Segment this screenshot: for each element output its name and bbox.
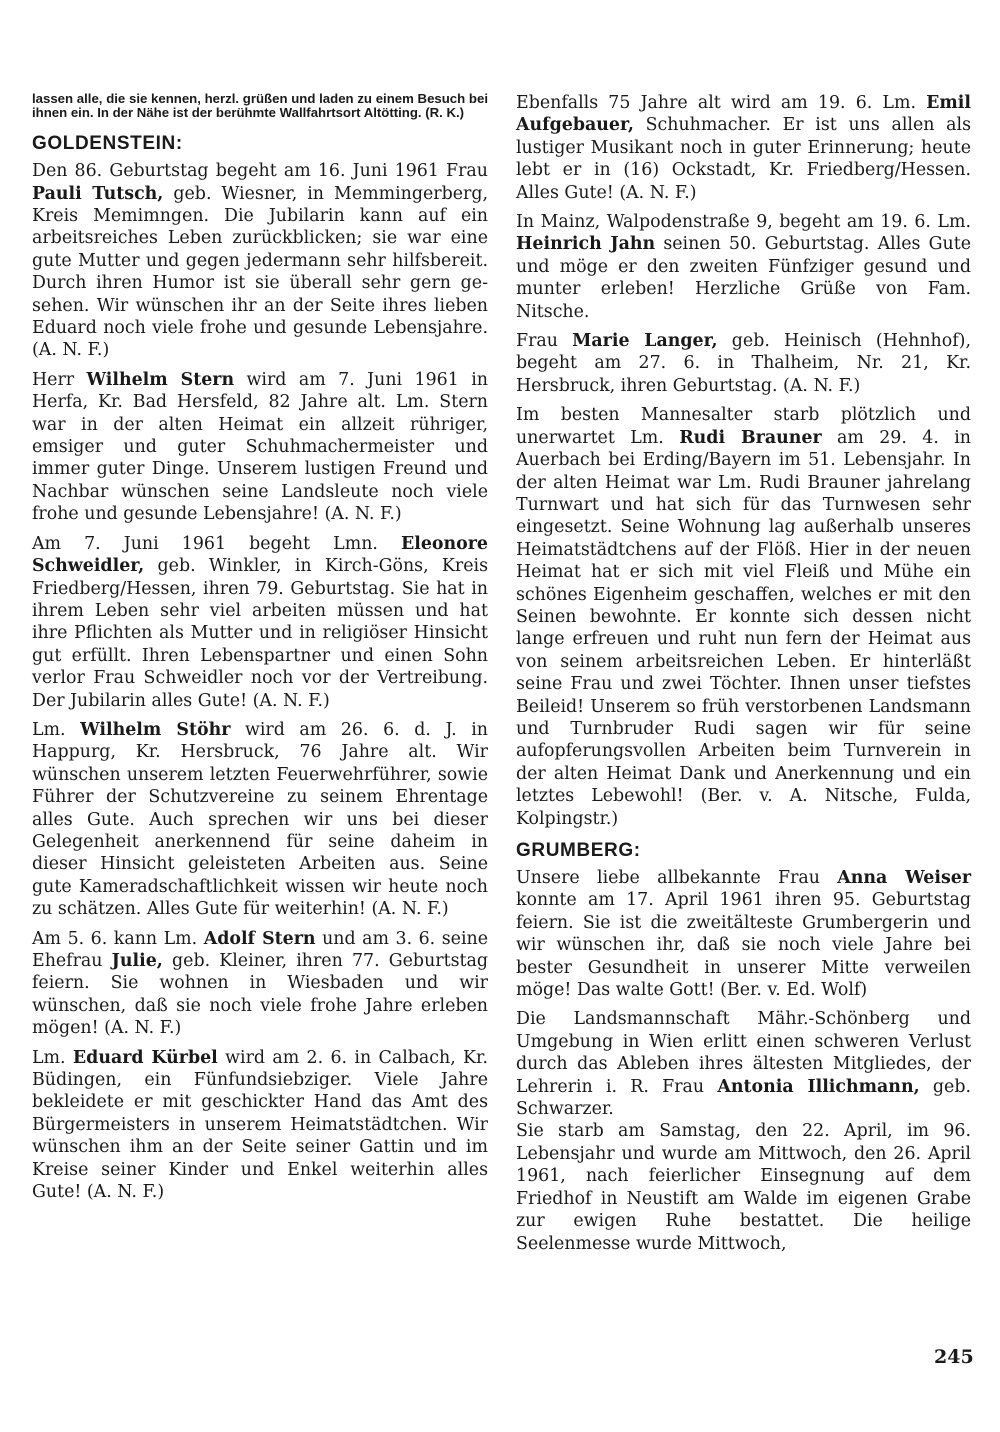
paragraph-aufgebauer bbox=[516, 92, 971, 204]
right-column bbox=[516, 92, 971, 1262]
text: Am 5. 6. kann Lm. bbox=[32, 928, 204, 949]
paragraph-schweidler bbox=[32, 533, 488, 712]
text: am 29. 4. in Auerbach bei Erding/Bayern im 51. Lebensjahr. In der alten Heimat war Lm. Rudi Brauner jahrelang Turnwart und hat sich für das Turnwesen sehr eingesetzt. Seine Wohnung lag außerhalb unseres Heimatstädtchens auf der Flöß. Hier in der neuen Heimat hat er sich mit viel Fleiß und Mühe ein schönes Eigenheim geschaffen, welches er mit den Seinen bewohnte. Er konnte sich dessen nicht lange erfreuen und ruht nun fern der Heimat aus von seinem arbeitsreichen Leben. Er hinterläßt seine Frau und zwei Töchter. Ihnen unser tiefstes Beileid! Unserem so früh verstorbenen Landsmann und Turnbruder Rudi sagen wir für seine aufopferungsvollen Arbeiten beim Turnverein in der alten Heimat Dank und Anerkennung und ein letztes Lebewohl! (Ber. v. A. Nitsche, Fulda, Kolpingstr.) bbox=[516, 427, 972, 829]
text: wird am 26. 6. d. J. in Happurg, Kr. Hersbruck, 76 Jahre alt. Wir wünschen unserem letzten Feuerwehrführer, sowie Führer der Schutzvereine zu seinem Ehrentage alles Gute. Auch sprechen wir uns bei dieser Gelegenheit anerkennend für seine daheim in dieser Hinsicht geleisteten Arbeiten aus. Seine gute Kameradschaftlichkeit wissen wir heute noch zu schätzen. Alles Gute für weiterhin! (A. N. F.) bbox=[32, 719, 488, 920]
paragraph-brauner bbox=[516, 404, 971, 830]
text: seinen 50. Geburtstag. Alles Gute und möge er den zweiten Fünfziger gesund und munter erleben! Herzliche Grüße von Fam. Nitsche. bbox=[516, 234, 971, 322]
person-name: Heinrich Jahn bbox=[516, 234, 656, 255]
person-name: Emil Aufgebauer, bbox=[516, 93, 971, 136]
text: geb. Wiesner, in Memmingerberg, Kreis Memimngen. Die Jubilarin kann auf ein arbeitsreiches Leben zurückblicken; sie war eine gute Mutter und gegen jedermann sehr hilfsbereit. Durch ihren Humor ist sie überall sehr gern gesehen. Wir wünschen ihr an der Seite ihres lieben Eduard noch viele frohe und gesunde Lebensjahre. (A. N. F.) bbox=[32, 183, 488, 361]
paragraph-stoehr bbox=[32, 719, 488, 921]
text: Herr bbox=[32, 369, 87, 390]
text: und am 3. 6. seine Ehefrau bbox=[32, 928, 488, 971]
person-name: Wilhelm Stöhr bbox=[80, 719, 231, 740]
heading-grumberg: GRUMBERG: bbox=[516, 840, 641, 861]
text: Am 7. Juni 1961 begeht Lmn. bbox=[32, 533, 401, 554]
text: Unsere liebe allbekannte Frau bbox=[516, 868, 838, 888]
person-name: Eleonore Schweidler, bbox=[32, 533, 488, 577]
person-name: Pauli Tutsch, bbox=[32, 183, 164, 204]
text: Lm. bbox=[32, 1047, 73, 1068]
paragraph-jahn bbox=[516, 211, 971, 323]
paragraph-adolf-stern bbox=[32, 928, 488, 1040]
text: geb. Winkler, in Kirch-Göns, Kreis Friedberg/Hessen, ihren 79. Geburtstag. Sie hat in ihrem Leben sehr viel arbeiten müssen und hat ihre Pflichten als Mutter und in religiöser Hinsicht gut erfüllt. Ihren Lebenspartner und einen Sohn verlor Frau Schweidler noch vor der Vertreibung. Der Jubilarin alles Gute! (A. N. F.) bbox=[32, 556, 488, 711]
intro-text: lassen alle, die sie kennen, herzl. grüßen und laden zu einem Besuch bei ihnen ein. In der Nähe ist der berühmte Wallfahrtsort Altötting. (R. K.) bbox=[32, 91, 488, 120]
paragraph-wilhelm-stern bbox=[32, 369, 488, 526]
person-name: Rudi Brauner bbox=[679, 427, 822, 448]
page-number: 245 bbox=[934, 1346, 974, 1368]
left-column bbox=[32, 92, 488, 1210]
person-name: Anna Weiser bbox=[837, 868, 971, 888]
paragraph-burial: Sie starb am Samstag, den 22. April, im 96. Lebensjahr und wurde am Mittwoch, den 26. April 1961, nach feierlicher Einsegnung auf dem Friedhof in Neustift am Walde im eigenen Grabe zur ewigen Ruhe bestattet. Die heilige Seelenmesse wurde Mittwoch, bbox=[516, 1121, 971, 1254]
person-name: Adolf Stern bbox=[203, 928, 316, 949]
text: Ebenfalls 75 Jahre alt wird am 19. 6. Lm. bbox=[516, 93, 927, 113]
paragraph-illichmann bbox=[516, 1008, 971, 1120]
text: Im besten Mannesalter starb plötzlich und unerwartet Lm. bbox=[516, 405, 971, 448]
person-name: Antonia Illichmann, bbox=[717, 1076, 920, 1097]
text: wird am 7. Juni 1961 in Herfa, Kr. Bad Hersfeld, 82 Jahre alt. Lm. Stern war in der alten Heimat ein allzeit rühriger, emsiger und guter Schuhmachermeister und immer guter Dinge. Unserem lustigen Freund und Nachbar wünschen seine Landsleute noch viele frohe und gesunde Lebensjahre! (A. N. F.) bbox=[32, 369, 489, 525]
text: In Mainz, Walpodenstraße 9, begeht am 19. 6. Lm. bbox=[516, 212, 971, 233]
text: geb. Schwarzer. bbox=[516, 1076, 971, 1120]
person-name: Julie, bbox=[111, 951, 163, 971]
text: wird am 2. 6. in Calbach, Kr. Büdingen, ein Fünfundsiebziger. Viele Jahre bekleidete er mit geschickter Hand das Amt des Bürgermeisters in unserem Heimatstädtchen. Wir wünschen ihm an der Seite seiner Gattin und im Kreise seiner Kinder und Enkel weiterhin alles Gute! (A. N. F.) bbox=[32, 1047, 488, 1203]
heading-goldenstein: GOLDENSTEIN: bbox=[32, 133, 183, 155]
person-name: Marie Langer, bbox=[572, 331, 718, 352]
text: konnte am 17. April 1961 ihren 95. Geburtstag feiern. Sie ist die zweitälteste Grumbergerin und wir wünschen ihr, daß sie noch viele Jahre bei bester Gesundheit in unserer Mitte verweilen möge! Das walte Gott! (Ber. v. Ed. Wolf) bbox=[516, 890, 971, 1001]
paragraph-tutsch bbox=[32, 160, 488, 362]
text: Die Landsmannschaft Mähr.-Schönberg und Umgebung in Wien erlitt einen schweren Verlust durch das Ableben ihres ältesten Mitgliedes, der Lehrerin i. R. Frau bbox=[516, 1009, 971, 1097]
text: Frau bbox=[516, 331, 573, 352]
text: Lm. bbox=[32, 719, 81, 740]
text: geb. Heinisch (Hehnhof), begeht am 27. 6. in Thalheim, Nr. 21, Kr. Hersbruck, ihren Geburtstag. (A. N. F.) bbox=[516, 331, 971, 396]
paragraph-langer bbox=[516, 330, 971, 397]
text: Den 86. Geburtstag begeht am 16. Juni 1961 Frau bbox=[32, 161, 488, 182]
person-name: Wilhelm Stern bbox=[86, 369, 235, 390]
text: geb. Kleiner, ihren 77. Geburtstag feiern. Sie wohnen in Wiesbaden und wir wünschen, daß sie noch viele frohe Jahre erleben mögen! (A. N. F.) bbox=[32, 951, 488, 1039]
paragraph-kuerbel bbox=[32, 1047, 488, 1204]
paragraph-weiser bbox=[516, 867, 971, 1001]
person-name: Eduard Kürbel bbox=[72, 1047, 218, 1068]
text: Schuhmacher. Er ist uns allen als lustiger Musikant noch in guter Erinnerung; heute lebt er in (16) Ockstadt, Kr. Friedberg/Hessen. Alles Gute! (A. N. F.) bbox=[516, 115, 971, 203]
